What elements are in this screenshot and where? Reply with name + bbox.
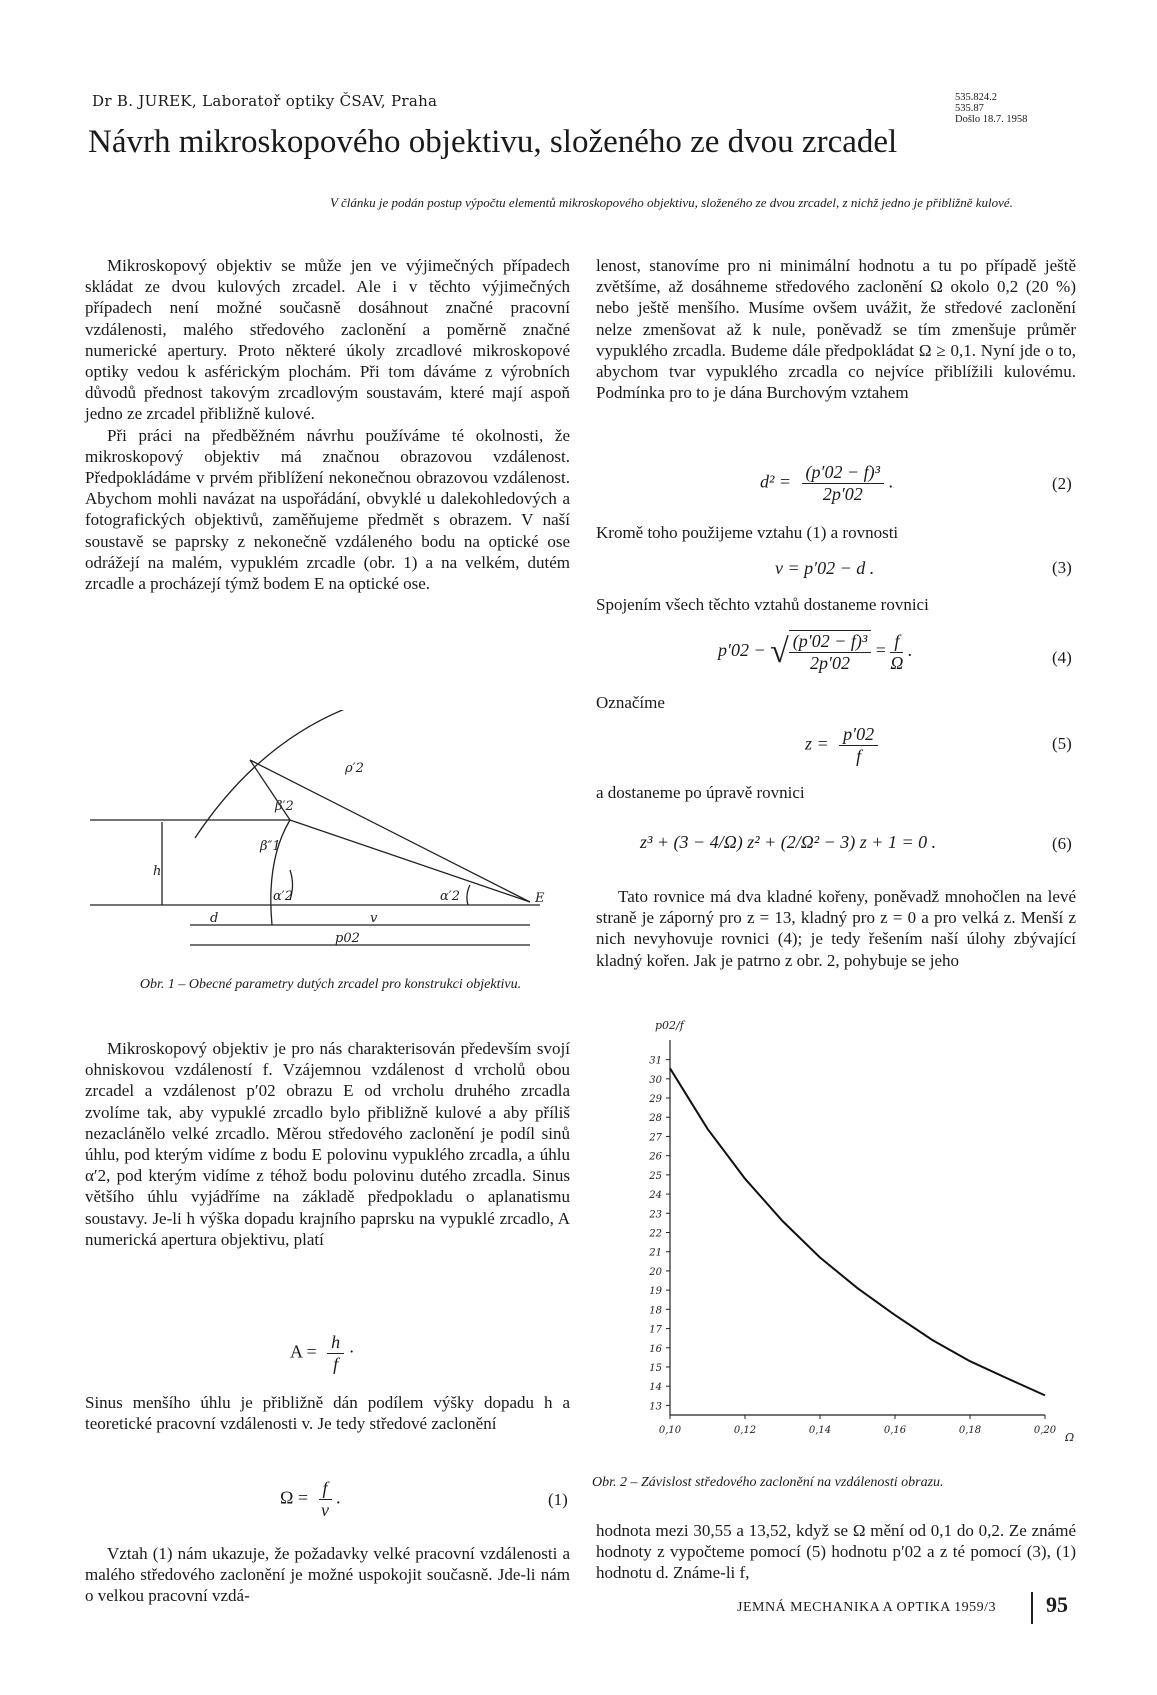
- y-tick-label: 25: [649, 1170, 662, 1182]
- equation-2: d² = $\frac{\text{(p′02 − f)³}}{2p'02}$ .: [760, 462, 894, 504]
- y-tick-label: 28: [649, 1113, 662, 1125]
- label-v: v: [370, 911, 378, 926]
- label-d: d: [210, 911, 219, 926]
- equation-number: (2): [1052, 474, 1072, 493]
- equation-number: (1): [548, 1490, 568, 1509]
- paragraph: Při práci na předběžném návrhu používáme té okolnosti, že mikroskopový objektiv má značnou obrazovou vzdálenost. Předpokládáme v prvém přiblížení nekonečnou obrazovou vzdálenost. Abychom mohli navázat na uspořádání, obvyklé u dalekohledových a fotografických objektivů, zaměňujeme předmět s obrazem. V naší soustavě se paprsky z nekonečně vzdáleného bodu na optické ose odrážejí na malém, vypuklém zrcadle (obr. 1) a na velkém, dutém zrcadle a procházejí týmž bodem E na optické ose.: [85, 425, 570, 594]
- label-rho: ρ′2: [345, 761, 364, 776]
- y-tick-label: 20: [649, 1266, 662, 1278]
- paragraph: Sinus menšího úhlu je přibližně dán podílem výšky dopadu h a teoretické pracovní vzdálenosti v. Je tedy středové zaclonění: [85, 1393, 570, 1434]
- right-column-p7: [596, 1520, 1076, 1584]
- left-column-p4: [85, 1392, 570, 1434]
- angle-arc-2: [467, 885, 470, 905]
- figure-2-caption: Obr. 2 – Závislost středového zaclonění na vzdálenosti obrazu.: [592, 1475, 944, 1490]
- footer-divider: [1031, 1592, 1033, 1624]
- paragraph: lenost, stanovíme pro ni minimální hodnotu a tu po případě ještě zvětšíme, až dosáhneme středového zaclonění Ω okolo 0,2 (20 %) nebo ještě menšího. Musíme ovšem uvážit, že středové zaclonění nelze zmenšovat až k nule, poněvadž se tím zmenšuje průměr vypuklého zrcadla. Budeme dále předpokládat Ω ≥ 0,1. Nyní jde o to, abychom tvar vypuklého zrcadla co nejvíce přiblížili kulovému. Podmínka pro to je dána Burchovým vztahem: [596, 256, 1076, 403]
- equation-number: (5): [1052, 734, 1072, 753]
- figure-2-chart: [625, 1015, 1085, 1455]
- label-alpha2: α′2: [440, 889, 461, 904]
- label-h: h: [153, 864, 162, 879]
- author-line: Dr B. JUREK, Laboratoř optiky ČSAV, Praha: [92, 92, 438, 110]
- y-tick-label: 17: [649, 1324, 662, 1336]
- abstract: V článku je podán postup výpočtu elementů mikroskopového objektivu, složeného ze dvou zrcadel, z nichž jedno je přibližně kulové.: [330, 195, 1013, 210]
- convex-mirror-arc: [271, 820, 290, 925]
- x-tick-label: 0,18: [958, 1425, 982, 1436]
- y-tick-label: 31: [649, 1055, 662, 1067]
- y-axis-label: p02/f: [655, 1019, 684, 1032]
- equation-number: (4): [1052, 648, 1072, 667]
- y-tick-label: 26: [649, 1151, 662, 1163]
- left-column-p5: [85, 1543, 570, 1607]
- x-axis-label: Ω: [1065, 1431, 1075, 1444]
- y-tick-label: 30: [649, 1074, 662, 1086]
- label-E: E: [535, 891, 545, 906]
- y-tick-label: 24: [649, 1190, 662, 1202]
- y-tick-label: 13: [649, 1401, 662, 1413]
- label-alpha: α′2: [273, 889, 294, 904]
- x-tick-label: 0,12: [733, 1425, 757, 1436]
- y-tick-label: 27: [649, 1132, 662, 1144]
- label-p02: p02: [335, 931, 360, 946]
- ray-to-E: [290, 820, 530, 902]
- figure-1-diagram: [90, 710, 570, 960]
- concave-mirror-arc: [195, 710, 355, 838]
- series-line: [670, 1068, 1045, 1395]
- equation-A: A = $\frac{h}{f}$ ·: [290, 1332, 355, 1374]
- y-tick-label: 19: [649, 1286, 662, 1298]
- equation-4: p′02 − √ $\frac{\text{(p′02 − f)³}}{2p'02}$ = $\frac{f}{\Omega}$ .: [718, 630, 913, 673]
- right-column-top: [596, 255, 1076, 403]
- classification-codes: 535.824.2 535.87 Došlo 18.7. 1958: [955, 92, 1028, 125]
- label-beta2: β″1: [260, 839, 281, 854]
- paragraph: Mikroskopový objektiv se může jen ve výjimečných případech skládat ze dvou kulových zrcadel. Ale i v těchto výjimečných případech není možné současně dosáhnout značné pracovní vzdálenosti, malého středového zaclonění a poměrně značné numerické apertury. Proto některé úkoly zrcadlové mikroskopové optiky vedou k asférickým plochám. Při tom dáváme z výrobních důvodů přednost takovým zrcadlovým soustavám, které mají aspoň jedno ze zrcadel přibližně kulové.: [85, 256, 570, 424]
- x-tick-label: 0,10: [658, 1425, 682, 1436]
- paragraph: hodnota mezi 30,55 a 13,52, když se Ω mění od 0,1 do 0,2. Ze známé hodnoty z vypočteme pomocí (5) hodnotu p′02 a z té pomocí (3), (1) hodnotu d. Známe-li f,: [596, 1521, 1076, 1583]
- equation-3: v = p′02 − d .: [775, 558, 875, 578]
- paragraph: Tato rovnice má dva kladné kořeny, poněvadž mnohočlen na levé straně je záporný pro z = 13, kladný pro z = 0 a pro velká z. Menší z nich nevyhovuje rovnici (4); je tedy řešením naší úlohy zbývající kladný kořen. Jak je patrno z obr. 2, pohybuje se jeho: [596, 887, 1076, 970]
- right-column-p4: Označíme: [596, 693, 665, 712]
- equation-number: (3): [1052, 558, 1072, 577]
- y-tick-label: 15: [649, 1362, 662, 1374]
- paragraph: Mikroskopový objektiv je pro nás charakterisován především svojí ohniskovou vzdáleností f. Vzájemnou vzdálenost d vrcholů obou zrcadel a vzdálenost p′02 obrazu E od vrcholu druhého zrcadla zvolíme tak, aby vypuklé zrcadlo bylo přibližně kulové a aby příliš nezaclánělo velké zrcadlo. Měrou středového zaclonění je podíl sinů úhlu, pod kterým vidíme z bodu E polovinu vypuklého zrcadla, a úhlu α′2, pod kterým vidíme z téhož bodu polovinu dutého zrcadla. Sinus většího úhlu vyjádříme na základě předpokladu o aplanatismu soustavy. Je-li h výška dopadu krajního paprsku na vypuklé zrcadlo, A numerická apertura objektivu, platí: [85, 1039, 570, 1249]
- equation-1: Ω = $\frac{f}{v}$ .: [280, 1478, 341, 1520]
- x-tick-label: 0,16: [883, 1425, 907, 1436]
- y-tick-label: 22: [649, 1228, 662, 1240]
- equation-6: z³ + (3 − 4/Ω) z² + (2/Ω² − 3) z + 1 = 0 .: [640, 832, 937, 852]
- left-column-top: [85, 255, 570, 594]
- page-number: 95: [1046, 1592, 1068, 1617]
- equation-number: (6): [1052, 834, 1072, 853]
- y-tick-label: 18: [649, 1305, 662, 1317]
- right-column-p6: [596, 886, 1076, 971]
- right-column-p2: Kromě toho použijeme vztahu (1) a rovnosti: [596, 523, 899, 542]
- x-tick-label: 0,20: [1033, 1425, 1057, 1436]
- paragraph: Vztah (1) nám ukazuje, že požadavky velké pracovní vzdálenosti a malého středového zaclonění je možné uspokojit současně. Jde-li nám o velkou pracovní vzdá-: [85, 1544, 570, 1606]
- right-column-p5: a dostaneme po úpravě rovnici: [596, 783, 805, 802]
- equation-5: z = $\frac{p'02}{f}$: [805, 724, 878, 767]
- journal-name: JEMNÁ MECHANIKA A OPTIKA 1959/3: [737, 1600, 996, 1615]
- figure-1-caption: Obr. 1 – Obecné parametry dutých zrcadel pro konstrukci objektivu.: [139, 977, 522, 992]
- y-tick-label: 21: [649, 1247, 662, 1259]
- y-tick-label: 14: [649, 1382, 662, 1394]
- right-column-p3: Spojením všech těchto vztahů dostaneme rovnici: [596, 595, 929, 614]
- y-tick-label: 29: [649, 1094, 662, 1106]
- label-beta: β′2: [275, 799, 294, 814]
- x-tick-label: 0,14: [808, 1425, 832, 1436]
- left-column-bottom: [85, 1038, 570, 1250]
- y-tick-label: 23: [649, 1209, 662, 1221]
- page-title: Návrh mikroskopového objektivu, složeného ze dvou zrcadel: [88, 124, 898, 160]
- y-tick-label: 16: [649, 1343, 662, 1355]
